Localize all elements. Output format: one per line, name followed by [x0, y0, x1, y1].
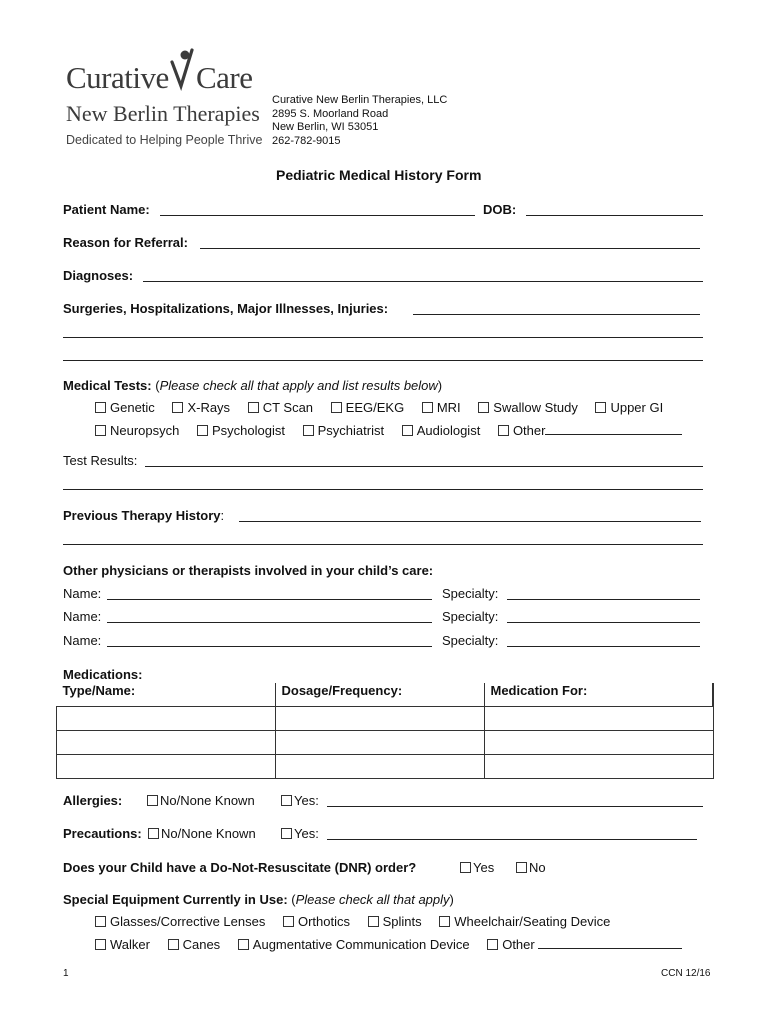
option-label: Other — [512, 423, 546, 438]
test-psychologist[interactable] — [197, 423, 285, 438]
checkbox[interactable] — [460, 862, 471, 873]
equipment-other[interactable] — [487, 937, 682, 952]
reason-label: Reason for Referral: — [63, 235, 188, 250]
dnr-yes-option[interactable] — [460, 860, 494, 875]
table-cell[interactable] — [275, 731, 484, 755]
test-psychiatrist[interactable] — [303, 423, 384, 438]
option-label: Upper GI — [610, 400, 664, 415]
therapy-history-label: Previous Therapy History — [63, 508, 221, 523]
test-eeg-ekg[interactable] — [331, 400, 405, 415]
checkbox[interactable] — [95, 402, 106, 413]
address-block — [272, 94, 447, 148]
physician-name-input[interactable] — [107, 622, 432, 623]
therapy-history-line-2[interactable] — [63, 544, 703, 545]
option-label: No/None Known — [160, 793, 255, 808]
table-row — [57, 731, 714, 755]
table-cell[interactable] — [275, 707, 484, 731]
reason-input[interactable] — [200, 248, 700, 249]
physician-name-label: Name: — [63, 609, 102, 624]
table-cell[interactable] — [484, 755, 713, 779]
option-label: EEG/EKG — [345, 400, 405, 415]
equipment-label: Special Equipment Currently in Use: — [63, 892, 288, 907]
patient-name-input[interactable] — [160, 215, 475, 216]
option-label: Splints — [382, 914, 422, 929]
physician-specialty-input[interactable] — [507, 646, 700, 647]
test-audiologist[interactable] — [402, 423, 481, 438]
precautions-label: Precautions: — [63, 826, 142, 841]
checkbox[interactable] — [478, 402, 489, 413]
medical-tests-heading: Medical Tests: (Please check all that apply and list results below) — [63, 378, 443, 393]
checkbox[interactable] — [402, 425, 413, 436]
test-other[interactable] — [498, 423, 683, 438]
option-label: Canes — [182, 937, 221, 952]
checkbox[interactable] — [168, 939, 179, 950]
medical-tests-row2 — [95, 422, 682, 438]
physician-specialty-input[interactable] — [507, 599, 700, 600]
table-cell[interactable] — [57, 731, 276, 755]
checkbox[interactable] — [487, 939, 498, 950]
option-label: Yes: — [294, 793, 319, 808]
option-label: X-Rays — [187, 400, 231, 415]
option-label: Glasses/Corrective Lenses — [110, 914, 266, 929]
equipment-row1 — [95, 914, 610, 929]
form-title: Pediatric Medical History Form — [276, 167, 482, 183]
diagnoses-label: Diagnoses: — [63, 268, 134, 283]
checkbox[interactable] — [95, 916, 106, 927]
equipment-heading: Special Equipment Currently in Use: (Please check all that apply) — [63, 892, 454, 907]
option-label: Walker — [110, 937, 150, 952]
therapy-history-heading: Previous Therapy History: — [63, 508, 225, 523]
table-cell[interactable] — [57, 707, 276, 731]
table-cell[interactable] — [57, 755, 276, 779]
dob-input[interactable] — [526, 215, 703, 216]
option-label: Yes — [473, 860, 495, 875]
checkbox[interactable] — [439, 916, 450, 927]
option-label: MRI — [436, 400, 461, 415]
physician-name-label: Name: — [63, 633, 102, 648]
checkbox[interactable] — [248, 402, 259, 413]
option-label: Neuropsych — [110, 423, 180, 438]
option-label: Yes: — [294, 826, 319, 841]
option-label: Augmentative Communication Device — [252, 937, 470, 952]
form-code: CCN 12/16 — [661, 968, 711, 979]
physician-specialty-label: Specialty: — [442, 609, 499, 624]
dob-label: DOB: — [483, 202, 517, 217]
checkbox[interactable] — [516, 862, 527, 873]
checkbox[interactable] — [331, 402, 342, 413]
medical-tests-hint: Please check all that apply and list results below — [159, 378, 438, 393]
equipment-splints[interactable] — [368, 914, 422, 929]
test-results-input[interactable] — [145, 466, 703, 467]
physician-specialty-input[interactable] — [507, 622, 700, 623]
test-neuropsych[interactable] — [95, 423, 179, 438]
surgeries-label: Surgeries, Hospitalizations, Major Illnesses, Injuries: — [63, 301, 389, 316]
allergies-yes-option[interactable] — [281, 793, 319, 808]
logo-care: Care — [196, 60, 253, 95]
allergies-input[interactable] — [327, 806, 703, 807]
test-genetic[interactable] — [95, 400, 155, 415]
physician-name-input[interactable] — [107, 646, 432, 647]
physician-specialty-label: Specialty: — [442, 633, 499, 648]
precautions-none-option[interactable] — [148, 826, 256, 841]
checkbox[interactable] — [147, 795, 158, 806]
checkbox[interactable] — [281, 828, 292, 839]
physician-specialty-label: Specialty: — [442, 586, 499, 601]
checkbox[interactable] — [281, 795, 292, 806]
table-cell[interactable] — [484, 707, 713, 731]
allergies-none-option[interactable] — [147, 793, 255, 808]
option-label: No/None Known — [161, 826, 256, 841]
test-results-label: Test Results: — [63, 453, 138, 468]
checkbox[interactable] — [283, 916, 294, 927]
equipment-other-input[interactable] — [538, 936, 682, 949]
checkbox[interactable] — [595, 402, 606, 413]
option-label: Swallow Study — [493, 400, 578, 415]
checkbox[interactable] — [95, 425, 106, 436]
equipment-walker[interactable] — [95, 937, 150, 952]
physician-name-label: Name: — [63, 586, 102, 601]
option-label: Orthotics — [297, 914, 350, 929]
address-phone: 262-782-9015 — [272, 134, 341, 147]
test-swallow-study[interactable] — [478, 400, 578, 415]
test-upper-gi[interactable] — [595, 400, 663, 415]
checkbox[interactable] — [95, 939, 106, 950]
equipment-row2 — [95, 936, 682, 952]
diagnoses-input[interactable] — [143, 281, 703, 282]
surgeries-input[interactable] — [413, 314, 700, 315]
test-xrays[interactable] — [172, 400, 230, 415]
option-label: Genetic — [110, 400, 155, 415]
checkbox[interactable] — [303, 425, 314, 436]
test-mri[interactable] — [422, 400, 461, 415]
physicians-heading: Other physicians or therapists involved in your child’s care: — [63, 563, 434, 578]
surgeries-line-2[interactable] — [63, 337, 703, 338]
column-header-type: Type/Name: — [57, 683, 276, 707]
checkbox[interactable] — [498, 425, 509, 436]
precautions-yes-option[interactable] — [281, 826, 319, 841]
equipment-orthotics[interactable] — [283, 914, 350, 929]
address-city: New Berlin, WI 53051 — [272, 121, 379, 133]
equipment-glasses[interactable] — [95, 914, 265, 929]
page-number: 1 — [63, 968, 69, 979]
table-row — [57, 755, 714, 779]
option-label: Psychologist — [212, 423, 285, 438]
address-name: Curative New Berlin Therapies, LLC — [272, 94, 448, 106]
medications-heading: Medications: — [63, 667, 143, 682]
checkbox[interactable] — [197, 425, 208, 436]
logo-curative: Curative — [66, 60, 169, 95]
column-header-dosage: Dosage/Frequency: — [275, 683, 484, 707]
equipment-aac-device[interactable] — [238, 937, 470, 952]
logo-line1 — [66, 60, 253, 96]
option-label: CT Scan — [262, 400, 314, 415]
dnr-no-option[interactable] — [516, 860, 546, 875]
table-cell[interactable] — [275, 755, 484, 779]
logo-tagline: Dedicated to Helping People Thrive — [66, 133, 263, 147]
address-street: 2895 S. Moorland Road — [272, 107, 389, 120]
therapy-history-input[interactable] — [239, 521, 701, 522]
logo-line2: New Berlin Therapies — [66, 101, 260, 126]
test-other-input[interactable] — [545, 422, 682, 435]
patient-name-label: Patient Name: — [63, 202, 150, 217]
test-ct-scan[interactable] — [248, 400, 313, 415]
dnr-question: Does your Child have a Do-Not-Resuscitate (DNR) order? — [63, 860, 417, 875]
equipment-wheelchair[interactable] — [439, 914, 610, 929]
option-label: Audiologist — [416, 423, 481, 438]
test-results-line-2[interactable] — [63, 489, 703, 490]
precautions-input[interactable] — [327, 839, 697, 840]
table-cell[interactable] — [484, 731, 713, 755]
medical-tests-label: Medical Tests: — [63, 378, 152, 393]
option-label: Other — [502, 937, 535, 952]
surgeries-line-3[interactable] — [63, 360, 703, 361]
logo-figure-icon — [170, 48, 194, 92]
checkbox[interactable] — [172, 402, 183, 413]
equipment-canes[interactable] — [168, 937, 221, 952]
option-label: Wheelchair/Seating Device — [454, 914, 611, 929]
table-row — [57, 707, 714, 731]
column-header-for: Medication For: — [484, 683, 713, 707]
option-label: Psychiatrist — [317, 423, 385, 438]
medications-table — [56, 683, 714, 779]
allergies-label: Allergies: — [63, 793, 123, 808]
equipment-hint: Please check all that apply — [295, 892, 450, 907]
physician-name-input[interactable] — [107, 599, 432, 600]
option-label: No — [529, 860, 546, 875]
checkbox[interactable] — [238, 939, 249, 950]
checkbox[interactable] — [422, 402, 433, 413]
checkbox[interactable] — [368, 916, 379, 927]
medical-tests-row1 — [95, 400, 663, 415]
checkbox[interactable] — [148, 828, 159, 839]
table-header-row — [57, 683, 714, 707]
